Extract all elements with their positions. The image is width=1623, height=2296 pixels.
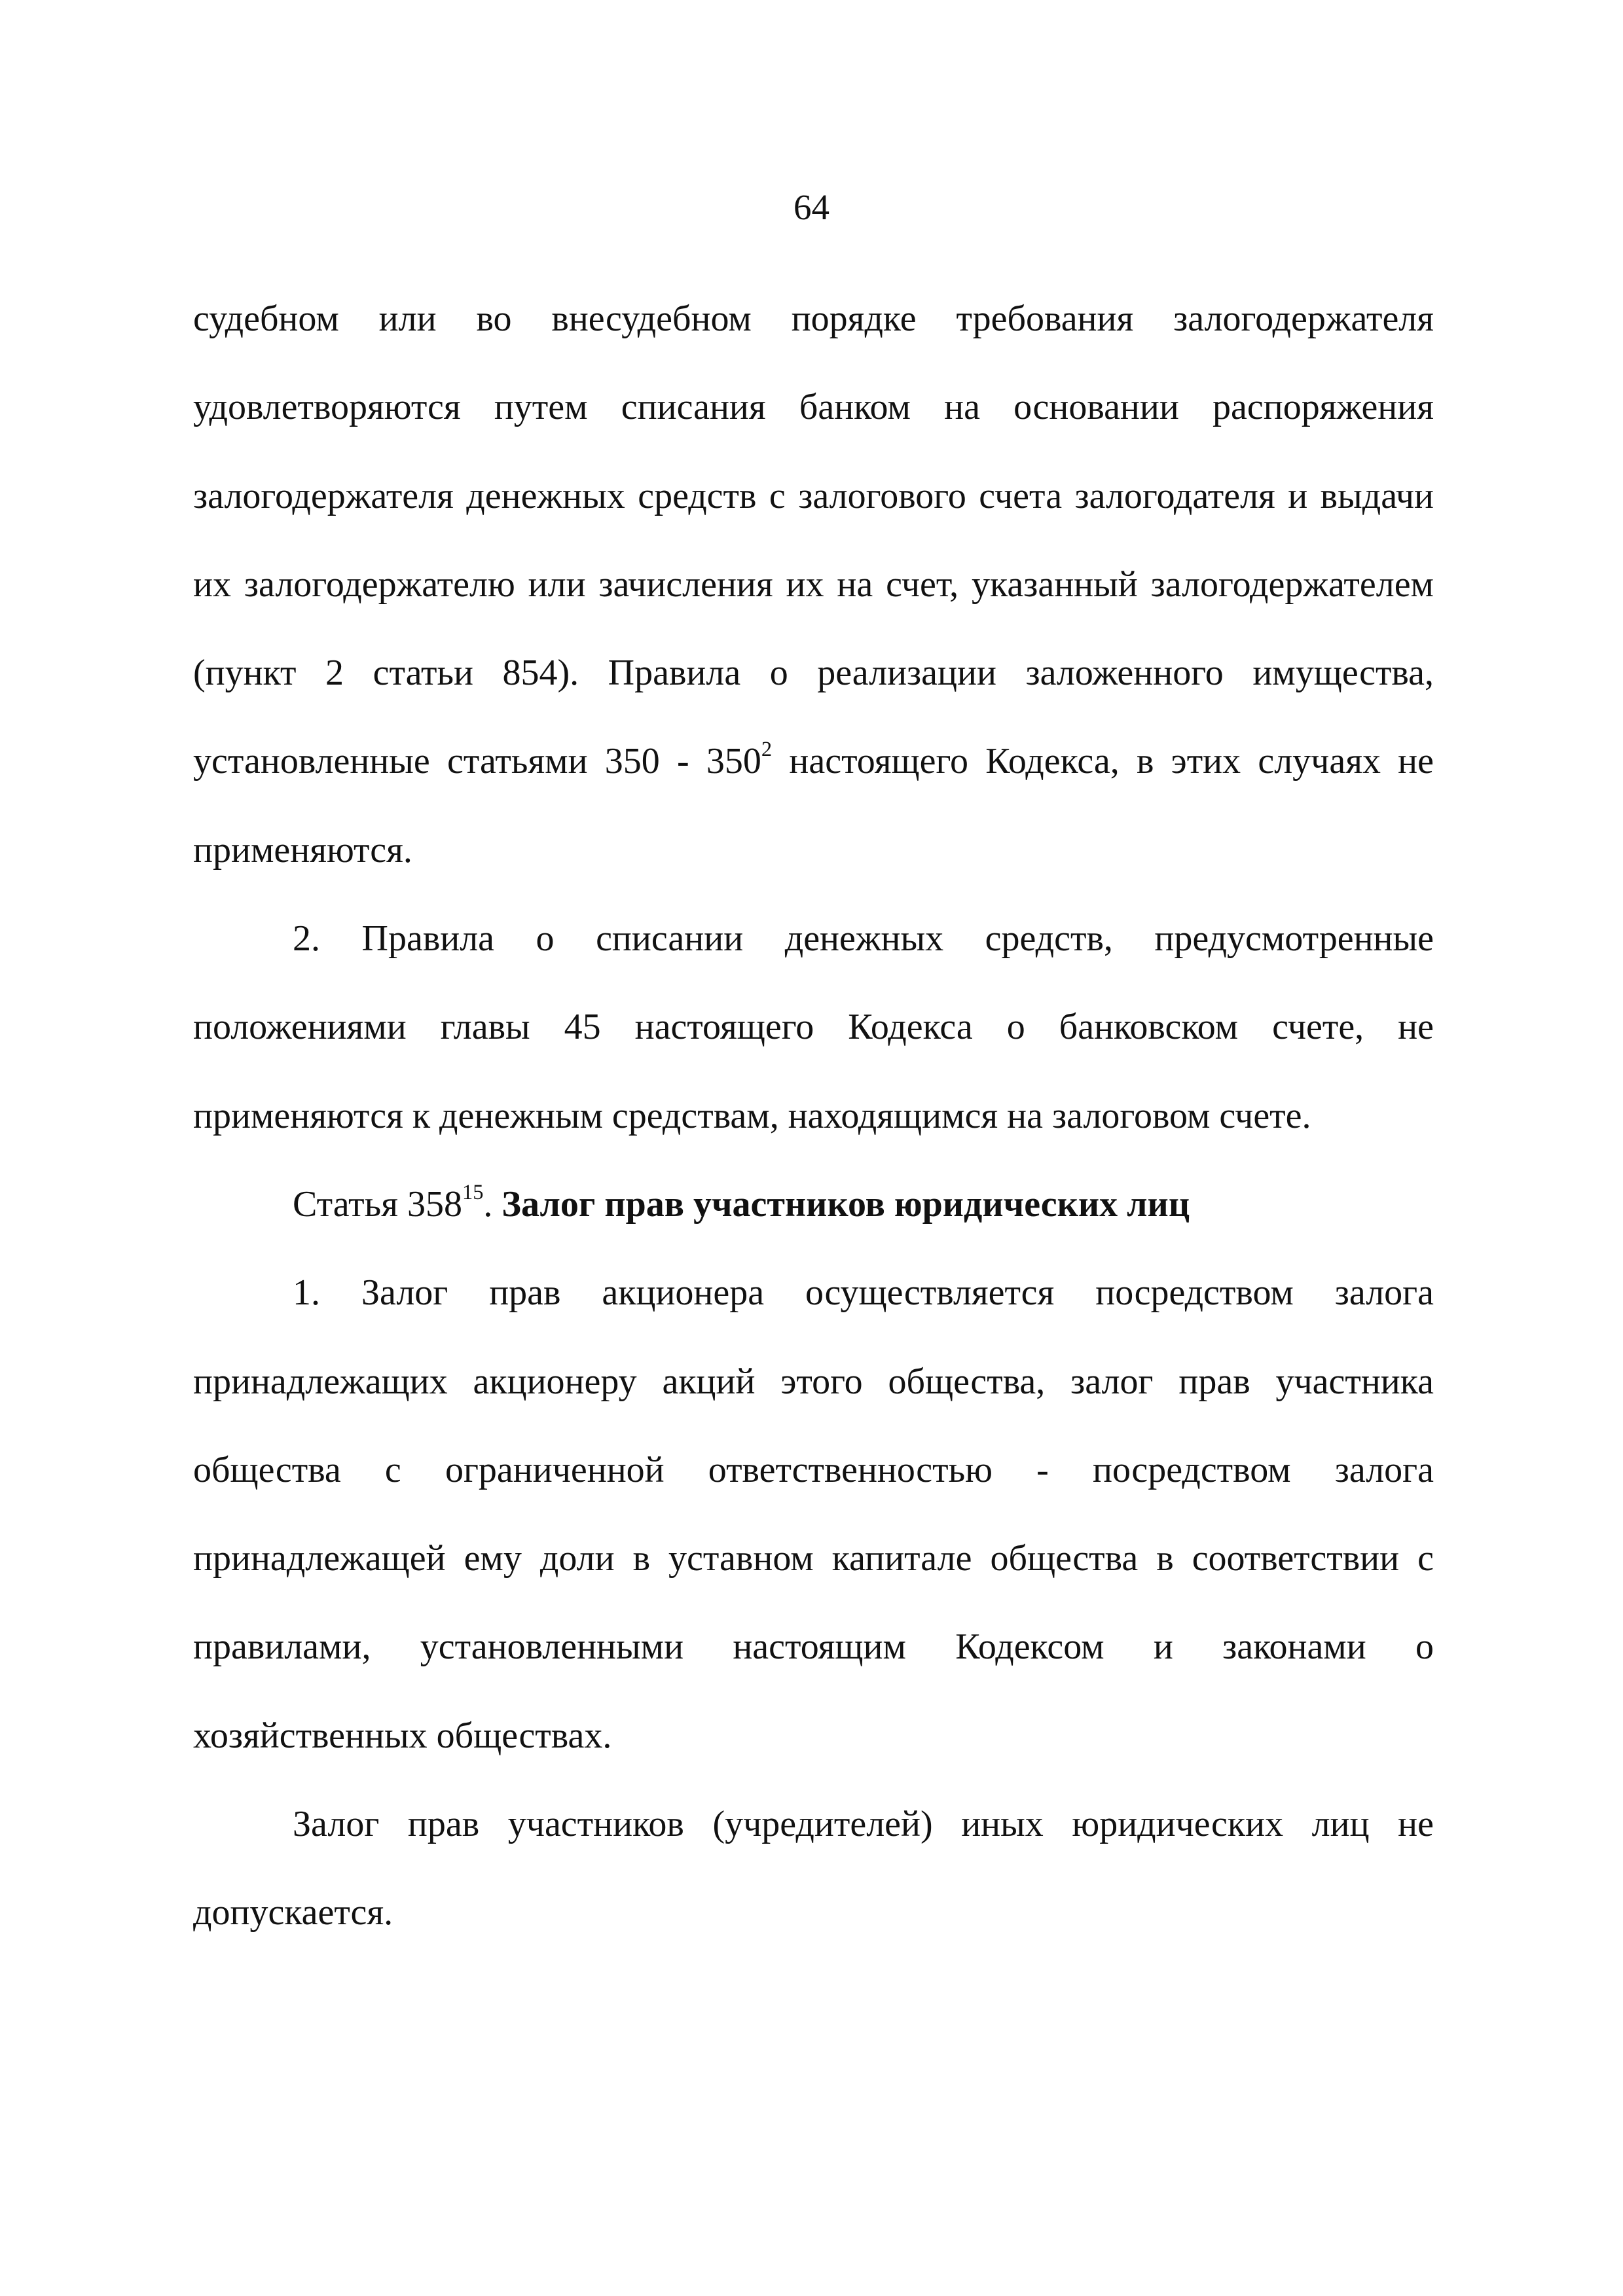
article-dot: . (483, 1183, 502, 1225)
page-number: 64 (793, 187, 830, 227)
document-body (193, 275, 1434, 1958)
superscript: 2 (761, 738, 773, 762)
paragraph-continuation (193, 275, 1434, 895)
article-title: Залог прав участников юридических лиц (501, 1183, 1190, 1225)
paragraph-text: настоящего Кодекса, в этих случаях не применяются. (193, 741, 1434, 870)
paragraph-item-2: 2. Правила о списании денежных средств, предусмотренные положениями главы 45 настоящего Кодекса о банковском счете, не применяются к денежным средствам, находящимся на залоговом счете. (193, 918, 1434, 1136)
paragraph-text: судебном или во внесудебном порядке требования залогодержателя удовлетворяются путем списания банком на основании распоряжения залогодержателя денежных средств с залогового счета залогодателя и выдачи их залогодержателю или зачисления их на счет, указанный залогодержателем (пункт 2 статьи 854). Правила о реализации заложенного имущества, установленные статьями 350 - 350 (193, 298, 1434, 782)
article-heading (193, 1160, 1434, 1249)
article-paragraph-2: Залог прав участников (учредителей) иных юридических лиц не допускается. (193, 1804, 1434, 1933)
article-paragraph-1: 1. Залог прав акционера осуществляется посредством залога принадлежащих акционеру акций этого общества, залог прав участника общества с ограниченной ответственностью - посредством залога принадлежащей ему доли в уставном капитале общества в соответствии с правилами, установленными настоящим Кодексом и законами о хозяйственных обществах. (193, 1272, 1434, 1756)
article-number-superscript: 15 (462, 1181, 484, 1204)
article-number: Статья 358 (293, 1183, 462, 1225)
